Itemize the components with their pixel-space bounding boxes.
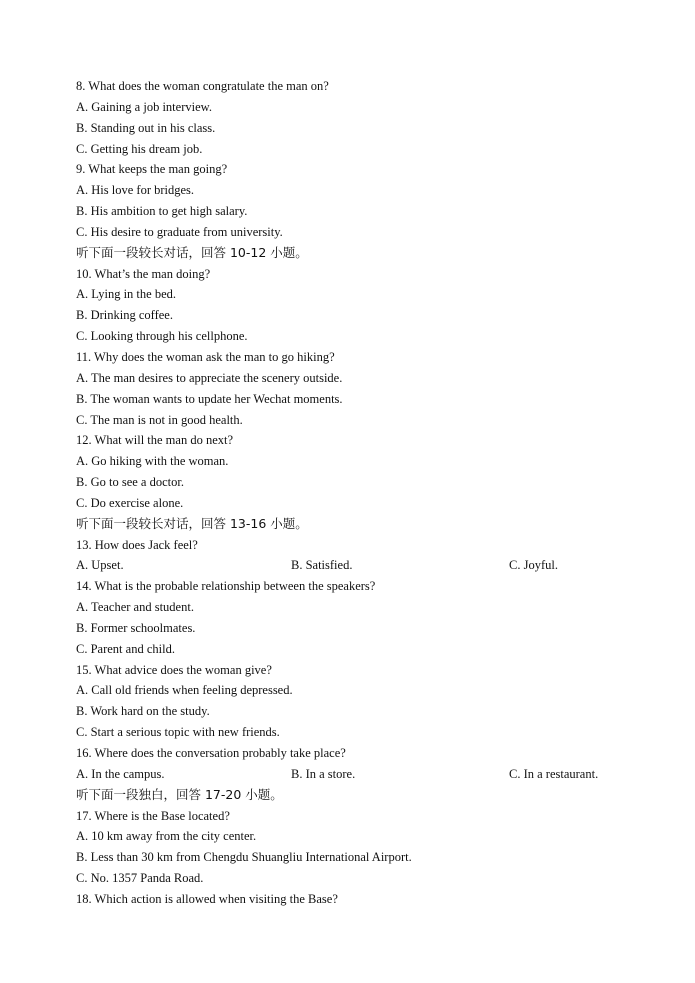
question-text: 18. Which action is allowed when visiting the Base? xyxy=(76,891,338,906)
option-text: C. Do exercise alone. xyxy=(76,495,184,510)
option-text: B. Former schoolmates. xyxy=(76,620,196,635)
question-text: 12. What will the man do next? xyxy=(76,433,234,448)
section-instruction: 听下面一段较长对话，回答 13-16 小题。 xyxy=(76,515,308,531)
option-text: A. 10 km away from the city center. xyxy=(76,829,257,844)
option-text: B. His ambition to get high salary. xyxy=(76,204,248,219)
option-text: C. In a restaurant. xyxy=(509,766,599,781)
option-text: C. Parent and child. xyxy=(76,641,175,656)
option-text: A. Call old friends when feeling depressed. xyxy=(76,683,293,698)
option-text: A. Teacher and student. xyxy=(76,600,194,615)
option-text: A. Gaining a job interview. xyxy=(76,99,212,114)
option-row xyxy=(76,555,636,576)
question-text: 15. What advice does the woman give? xyxy=(76,662,272,677)
option-text: C. No. 1357 Panda Road. xyxy=(76,871,204,886)
option-text: A. Lying in the bed. xyxy=(76,287,176,302)
question-text: 17. Where is the Base located? xyxy=(76,808,230,823)
question-text: 9. What keeps the man going? xyxy=(76,162,228,177)
question-text: 8. What does the woman congratulate the man on? xyxy=(76,79,329,93)
question-text: 13. How does Jack feel? xyxy=(76,537,198,552)
question-text: 10. What’s the man doing? xyxy=(76,266,211,281)
option-text: B. In a store. xyxy=(291,766,356,781)
option-text: B. Standing out in his class. xyxy=(76,120,216,135)
option-text: B. Satisfied. xyxy=(291,558,353,573)
question-text: 16. Where does the conversation probably take place? xyxy=(76,746,346,760)
question-text: 11. Why does the woman ask the man to go hiking? xyxy=(76,349,335,364)
option-text: C. Getting his dream job. xyxy=(76,141,203,156)
option-text: A. In the campus. xyxy=(76,766,165,781)
option-text: C. Joyful. xyxy=(509,558,558,573)
option-text: A. His love for bridges. xyxy=(76,183,195,198)
option-text: B. Go to see a doctor. xyxy=(76,475,184,490)
option-text: C. The man is not in good health. xyxy=(76,412,243,427)
question-text: 14. What is the probable relationship between the speakers? xyxy=(76,579,376,594)
option-row xyxy=(76,764,636,785)
option-text: A. Upset. xyxy=(76,558,124,573)
option-text: C. Start a serious topic with new friends. xyxy=(76,725,280,740)
option-text: B. Work hard on the study. xyxy=(76,704,210,719)
exam-page xyxy=(76,76,636,910)
option-text: A. Go hiking with the woman. xyxy=(76,454,229,469)
option-text: B. Less than 30 km from Chengdu Shuangliu International Airport. xyxy=(76,850,412,865)
option-text: A. The man desires to appreciate the scenery outside. xyxy=(76,370,343,385)
section-instruction: 听下面一段独白，回答 17-20 小题。 xyxy=(76,786,283,802)
section-instruction: 听下面一段较长对话，回答 10-12 小题。 xyxy=(76,244,308,260)
option-text: C. His desire to graduate from university. xyxy=(76,224,283,239)
option-text: B. Drinking coffee. xyxy=(76,308,173,323)
option-text: C. Looking through his cellphone. xyxy=(76,329,248,344)
option-text: B. The woman wants to update her Wechat moments. xyxy=(76,391,343,406)
